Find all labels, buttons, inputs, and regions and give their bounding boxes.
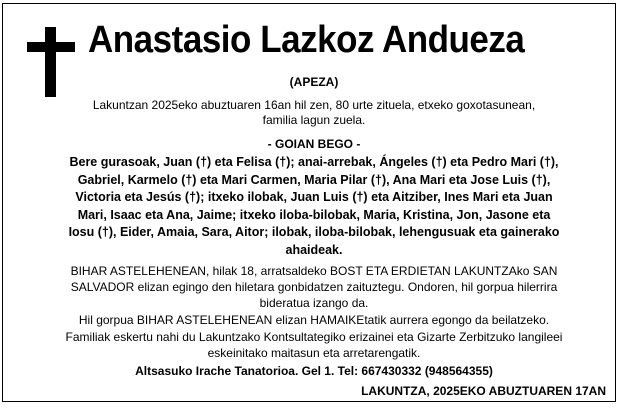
death-line: Lakuntzan 2025eko abuztuaren 16an hil zen, 80 urte zituela, etxeko goxotasunean, (92, 98, 536, 112)
family-line: Iosu (†), Eider, Amaia, Sara, Aitor; ilobak, iloba-bilobak, lehengusuak eta gainerako (68, 225, 560, 239)
family-line: Victoria eta Jesús (†); itxeko ilobak, Juan Luis (†) eta Aitziber, Ines Mari eta Juan (75, 190, 553, 204)
family-line: Mari, Isaac eta Ana, Jaime; itxeko iloba-bilobak, Maria, Kristina, Jon, Jasone eta (77, 208, 551, 222)
funeral-line: Hil gorpua BIHAR ASTELEHENEAN elizan HAMAIKEtatik aurrera egongo da beilatzeko. (78, 313, 550, 327)
deceased-name: Anastasio Lazkoz Andueza (88, 19, 525, 61)
funeral-home: Altsasuko Irache Tanatorioa. Gel 1. Tel: 667430332 (948564355) (135, 364, 493, 378)
prayer-heading: - GOIAN BEGO - (267, 137, 361, 151)
funeral-line: eskeinitako maitasun eta arretarengatik. (207, 346, 421, 360)
family-line: ahaideak. (285, 243, 343, 257)
funeral-line: SALVADOR elizan egingo den hiletara gonbidatzen zaituztegu. Ondoren, hil gorpua hilerrira (70, 280, 558, 294)
deceased-alias: (APEZA) (289, 75, 339, 89)
funeral-line: BIHAR ASTELEHENEAN, hilak 18, arratsaldeko BOST ETA ERDIETAN LAKUNTZAko SAN (70, 264, 558, 278)
funeral-line: Familiak eskertu nahi du Lakuntzako Kontsultategiko erizainei eta Gizarte Zerbitzuko langileei (65, 330, 563, 344)
family-line: Bere gurasoak, Juan (†) eta Felisa (†); anai-arrebak, Ángeles (†) eta Pedro Mari (†), (69, 155, 559, 169)
place-date: LAKUNTZA, 2025EKO ABUZTUAREN 17AN (361, 384, 606, 398)
family-line: Gabriel, Karmelo (†) eta Mari Carmen, Maria Pilar (†), Ana Mari eta Jose Luis (†), (77, 173, 551, 187)
death-line: familia lagun zuela. (262, 113, 366, 127)
funeral-line: bideratua izango da. (259, 296, 369, 310)
